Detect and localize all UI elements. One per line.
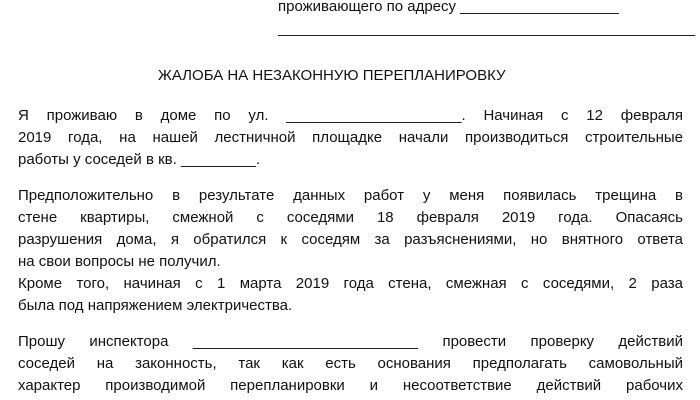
paragraph-2-line-1: Предположительно в результате данных работ у меня появилась трещина в [18, 187, 683, 204]
paragraph-4-line-1: Прошу инспектора ___________________________ провести проверку действий [18, 333, 683, 350]
paragraph-2-line-3: разрушения дома, я обратился к соседям за разъяснениями, но внятного ответа [18, 231, 683, 248]
paragraph-1-line-2: 2019 года, на нашей лестничной площадке начали производиться строительные [18, 129, 683, 146]
document-title: ЖАЛОБА НА НЕЗАКОННУЮ ПЕРЕПЛАНИРОВКУ [158, 67, 506, 84]
paragraph-2-line-2: стене квартиры, смежной с соседями 18 февраля 2019 года. Опасаясь [18, 209, 683, 226]
paragraph-4-line-2: соседей на законность, так как есть основания предполагать самовольный [18, 355, 683, 372]
paragraph-1-line-1: Я проживаю в доме по ул. _____________________. Начиная с 12 февраля [18, 107, 683, 124]
paragraph-1-line-3: работы у соседей в кв. _________. [18, 151, 261, 168]
paragraph-3-line-1: Кроме того, начиная с 1 марта 2019 года стена, смежная с соседями, 2 раза [18, 275, 683, 292]
paragraph-4-line-3: характер производимой перепланировки и несоответствие действий рабочих [18, 377, 683, 394]
address-line-2: __________________________________________________ [278, 20, 696, 37]
paragraph-3-line-2: была под напряжением электричества. [18, 297, 293, 314]
paragraph-2-line-4: на свои вопросы не получил. [18, 253, 221, 270]
address-line-1: проживающего по адресу ___________________ [278, 0, 619, 15]
